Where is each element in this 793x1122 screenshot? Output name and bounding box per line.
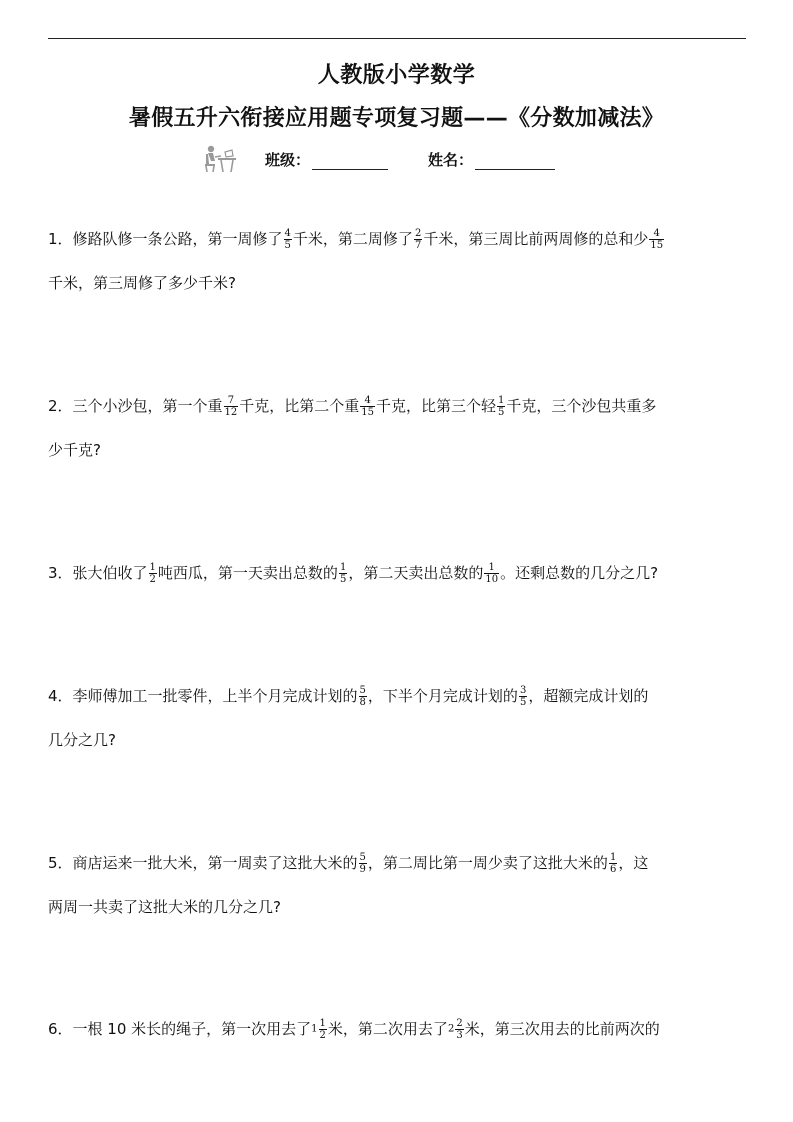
- name-label: 姓名：: [428, 150, 474, 169]
- question-1-line-1: 1．修路队修一条公路，第一周修了 $\frac{4}{5}$ 千米，第二周修了 $\frac{2}{7}$ 千米，第三周比前两周修的总和少 $\frac{4}{15}$: [48, 228, 664, 251]
- class-blank[interactable]: [312, 153, 388, 170]
- fraction: $\frac{3}{5}$: [519, 685, 527, 708]
- fraction: $\frac{2}{7}$: [414, 228, 422, 251]
- page-subtitle: 暑假五升六衔接应用题专项复习题——《分数加减法》: [128, 106, 665, 131]
- question-1: [48, 217, 748, 305]
- fraction: $\frac{1}{2}$: [149, 562, 156, 585]
- question-6-line-1: 6．一根 10 米长的绳子，第一次用去了1 $\frac{1}{2}$ 米，第二次用去了2 $\frac{2}{3}$ 米，第三次用去的比前两次的: [48, 1018, 660, 1041]
- fraction: $\frac{1}{6}$: [609, 852, 617, 875]
- fraction: $\frac{5}{9}$: [359, 852, 366, 875]
- question-2: [48, 384, 748, 472]
- fraction: $\frac{2}{3}$: [456, 1018, 463, 1041]
- question-4: [48, 674, 748, 762]
- question-3: [48, 551, 748, 595]
- question-3-line-1: 3．张大伯收了 $\frac{1}{2}$ 吨西瓜，第一天卖出总数的 $\frac{1}{5}$ ，第二天卖出总数的 $\frac{1}{10}$ 。还剩总数的几分之几?: [48, 562, 659, 585]
- question-6: [48, 1007, 748, 1051]
- question-4-line-2: 几分之几?: [48, 731, 116, 749]
- name-blank[interactable]: [475, 153, 555, 170]
- student-at-desk-icon: [203, 144, 237, 174]
- header-rule: [48, 38, 746, 39]
- question-4-line-1: 4．李师傅加工一批零件，上半个月完成计划的 $\frac{5}{8}$ ，下半个月完成计划的 $\frac{3}{5}$ ，超额完成计划的: [48, 685, 649, 708]
- fraction: $\frac{5}{8}$: [359, 685, 366, 708]
- student-info-row: [203, 142, 555, 176]
- question-5: [48, 841, 748, 929]
- question-2-line-1: 2．三个小沙包，第一个重 $\frac{7}{12}$ 千克，比第二个重 $\frac{4}{15}$ 千克，比第三个轻 $\frac{1}{5}$ 千克，三个沙包共重多: [48, 395, 657, 418]
- class-label: 班级：: [265, 150, 311, 169]
- name-field: [428, 149, 555, 170]
- fraction: $\frac{1}{10}$: [485, 562, 499, 585]
- class-field: [265, 149, 388, 170]
- question-2-line-2: 少千克?: [48, 441, 101, 459]
- fraction: $\frac{4}{15}$: [650, 228, 664, 251]
- fraction: $\frac{1}{5}$: [339, 562, 347, 585]
- fraction: $\frac{1}{2}$: [319, 1018, 326, 1041]
- mixed-whole: 1: [311, 1023, 318, 1035]
- question-1-line-2: 千米，第三周修了多少千米?: [48, 274, 236, 292]
- question-5-line-1: 5．商店运来一批大米，第一周卖了这批大米的 $\frac{5}{9}$ ，第二周比第一周少卖了这批大米的 $\frac{1}{6}$ ，这: [48, 852, 649, 875]
- fraction: $\frac{1}{5}$: [498, 395, 505, 418]
- fraction: $\frac{4}{15}$: [361, 395, 375, 418]
- mixed-whole: 2: [447, 1023, 455, 1035]
- fraction: $\frac{4}{5}$: [284, 228, 291, 251]
- page-title: 人教版小学数学: [317, 63, 476, 88]
- fraction: $\frac{7}{12}$: [224, 395, 238, 418]
- question-5-line-2: 两周一共卖了这批大米的几分之几?: [48, 898, 281, 916]
